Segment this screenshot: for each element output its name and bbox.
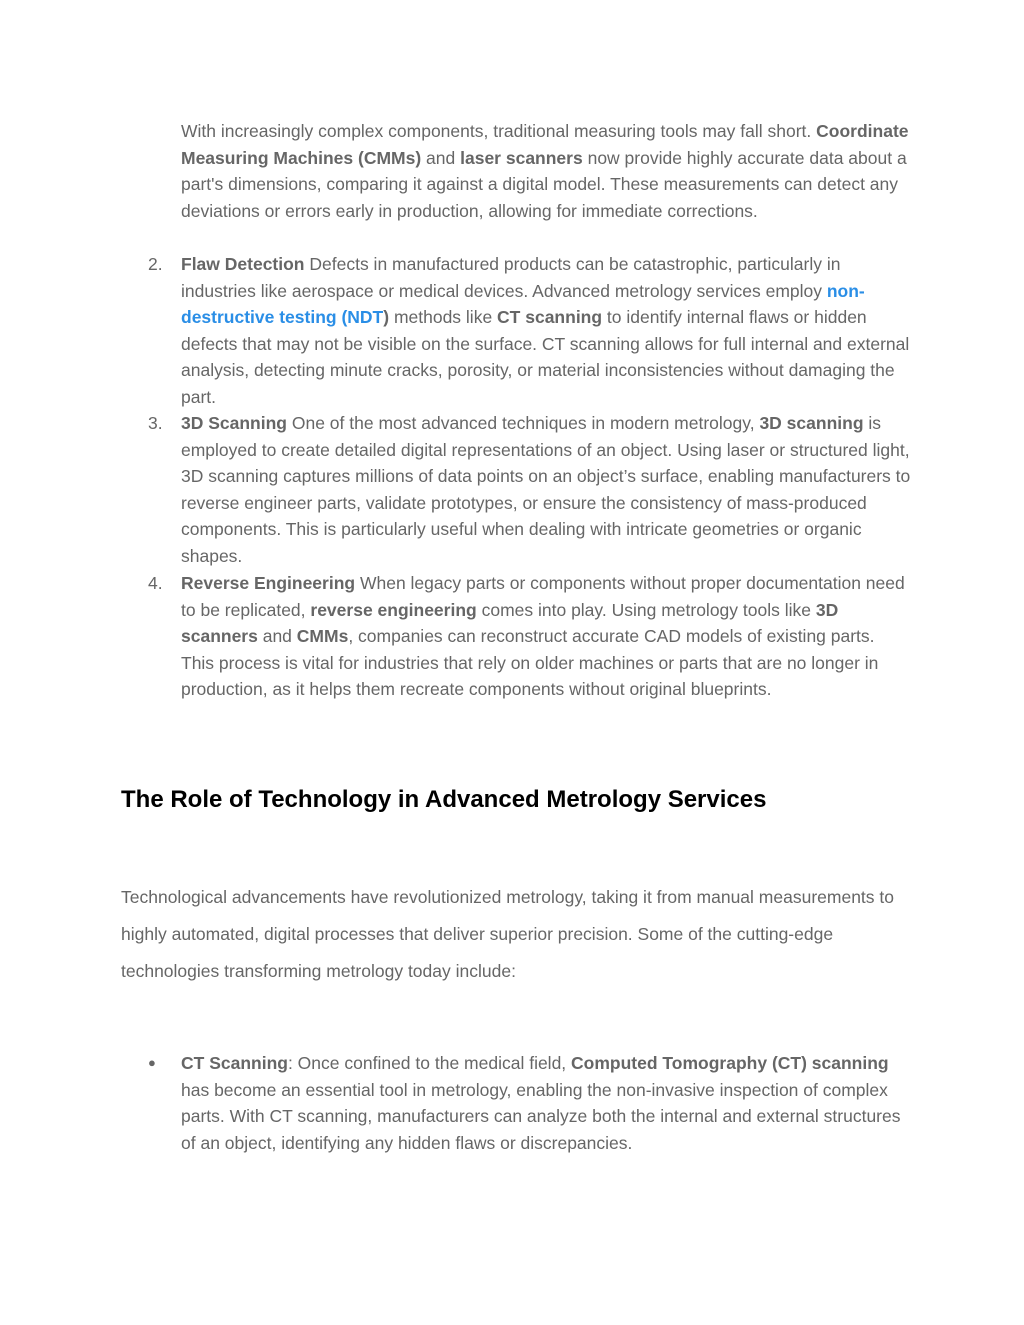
- list-item-3d-scanning: [148, 410, 911, 570]
- text: now provide highly accurate data about a part's dimensions, comparing it against a digital model. These measurements can detect any deviations or errors early in production, allowing for immediate corrections.: [181, 147, 907, 221]
- intro-paragraph: Technological advancements have revolutionized metrology, taking it from manual measurements to highly automated, digital processes that deliver superior precision. Some of the cutting-edge technologies transforming metrology today include:: [121, 887, 894, 981]
- item-title: 3D Scanning: [181, 413, 287, 433]
- text: and: [257, 626, 297, 647]
- bold-term: 3D scanners: [181, 599, 839, 647]
- list-number: 2.: [148, 254, 163, 274]
- bold-term: laser scanners: [460, 147, 583, 168]
- text: to identify internal flaws or hidden defects that may not be visible on the surface. CT scanning allows for full internal and external analysis, detecting minute cracks, porosity, or material inconsistencies without damaging the part.: [181, 307, 910, 407]
- text: , companies can reconstruct accurate CAD models of existing parts. This process is vital for industries that rely on older machines or parts that are no longer in production, as it helps them recreate components without original blueprints.: [181, 626, 879, 700]
- text: Defects in manufactured products can be catastrophic, particularly in industries like aerospace or medical devices. Advanced metrology services employ: [181, 254, 841, 301]
- text: One of the most advanced techniques in modern metrology,: [287, 413, 760, 433]
- bold-term: CMMs: [296, 626, 349, 647]
- list-item-continuation: [181, 118, 911, 224]
- text: methods like: [389, 307, 498, 328]
- bold-term: CT scanning: [497, 307, 603, 328]
- text: is employed to create detailed digital representations of an object. Using laser or structured light, 3D scanning captures millions of data points on an object’s surface, enabling manufacturers to reverse engineer parts, validate prototypes, or ensure the consistency of mass-produced components. This is particularly useful when dealing with intricate geometries or organic shapes.: [181, 413, 911, 566]
- item-title: CT Scanning: [181, 1053, 288, 1073]
- text: ): [383, 307, 390, 328]
- list-item-reverse-engineering: [148, 570, 911, 703]
- item-title: Flaw Detection: [181, 254, 305, 274]
- bold-term: reverse engineering: [310, 599, 477, 620]
- text: and: [421, 147, 461, 168]
- text: When legacy parts or components without proper documentation need to be replicated,: [181, 573, 905, 620]
- text: With increasingly complex components, traditional measuring tools may fall short.: [181, 121, 817, 141]
- section-heading: The Role of Technology in Advanced Metrology Services: [121, 786, 767, 813]
- ndt-link[interactable]: non-destructive testing (NDT: [181, 280, 865, 328]
- item-title: Reverse Engineering: [181, 573, 356, 593]
- bold-term: Coordinate Measuring Machines (CMMs): [181, 121, 909, 168]
- bold-term: 3D scanning: [759, 413, 864, 433]
- bullet-icon: ●: [148, 1055, 156, 1070]
- bullet-item-ct-scanning: [148, 1050, 911, 1156]
- list-number: 4.: [148, 573, 163, 593]
- text: : Once confined to the medical field,: [287, 1053, 572, 1073]
- text: has become an essential tool in metrology, enabling the non-invasive inspection of complex parts. With CT scanning, manufacturers can analyze both the internal and external structures of an object, identifying any hidden flaws or discrepancies.: [181, 1079, 901, 1153]
- list-item-flaw-detection: [148, 251, 911, 411]
- text: comes into play. Using metrology tools like: [476, 599, 816, 620]
- bold-term: Computed Tomography (CT) scanning: [571, 1053, 889, 1073]
- list-number: 3.: [148, 413, 163, 433]
